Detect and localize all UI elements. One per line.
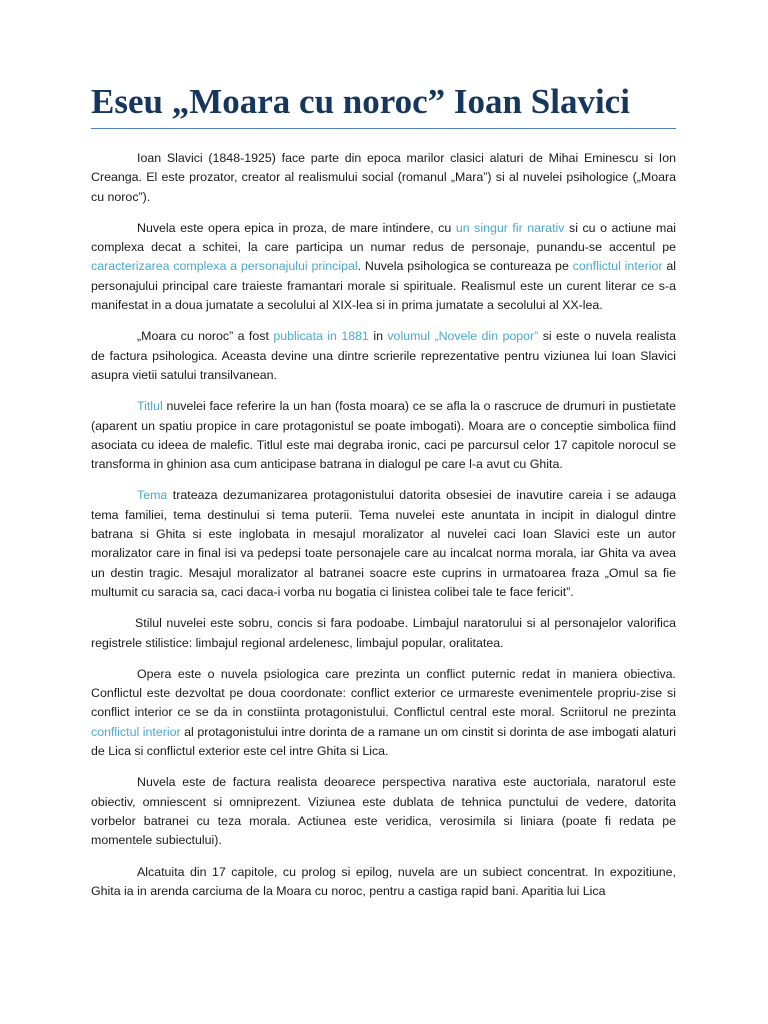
paragraph-text: al protagonistului intre dorinta de a ramane un om cinstit si dorinta de ase imbogati alaturi de Lica si conflictul exterior este cel intre Ghita si Lica. [91,724,676,759]
highlighted-term: Tema [137,488,168,503]
paragraph-text: . Nuvela psihologica se contureaza pe [357,259,573,274]
highlighted-term: volumul „Novele din popor” [387,329,539,344]
highlighted-term: conflictul interior [91,724,181,739]
paragraph-text: Stilul nuvelei este sobru, concis si fara podoabe. Limbajul naratorului si al personajelor valorifica registrele stilistice: limbajul regional ardelenesc, limbajul popular, oralitatea. [91,616,676,650]
paragraph-text: Alcatuita din 17 capitole, cu prolog si epilog, nuvela are un subiect concentrat. In expozitiune, Ghita ia in arenda carciuma de la Moara cu noroc, pentru a castiga rapid bani. Aparitia lui Lica [91,864,676,898]
paragraph [91,863,676,902]
paragraph [91,773,676,850]
paragraph-text: Opera este o nuvela psiologica care prezinta un conflict puternic redat in maniera obiectiva. Conflictul este dezvoltat pe doua coordonate: conflict exterior ce urmareste evenimentele propriu-zise si conflict interior ce se da in constiinta protagonistului. Conflictul central este moral. Scriitorul ne prezinta [91,666,676,720]
paragraph [91,327,676,385]
document-body [91,149,676,901]
paragraph-text: Ioan Slavici (1848-1925) face parte din epoca marilor clasici alaturi de Mihai Eminescu si Ion Creanga. El este prozator, creator al realismului social (romanul „Mara”) si al nuvelei psihologice („Moara cu noroc”). [91,151,676,204]
paragraph [91,397,676,474]
highlighted-term: caracterizarea complexa a personajului principal [91,259,358,274]
highlighted-term: Titlul [137,399,163,414]
paragraph-text: nuvelei face referire la un han (fosta moara) ce se afla la o rascruce de drumuri in pustietate (aparent un spatiu propice in care protagonistul se poate imbogati). Moara are o conceptie simbolica fiind asociata cu ideea de malefic. Titlul este mai degraba ironic, caci pe parcursul celor 17 capitole norocul se transforma in ghinion asa cum anticipase batrana in dialogul pe care l-a avut cu Ghita. [91,399,676,472]
paragraph-text: „Moara cu noroc” a fost [137,329,274,344]
paragraph-text: Nuvela este opera epica in proza, de mare intindere, cu [137,220,456,235]
highlighted-term: un singur fir narativ [455,220,565,235]
highlighted-term: publicata in 1881 [273,329,369,344]
paragraph [91,614,676,653]
paragraph-text: si este o nuvela realista de factura psihologica. Aceasta devine una dintre scrierile reprezentative pentru viziunea lui Ioan Slavici asupra vietii satului transilvanean. [91,329,676,382]
paragraph [91,665,676,761]
highlighted-term: conflictul interior [572,259,663,274]
paragraph-text: al personajului principal care traieste framantari morale si spirituale. Realismul este un curent literar ce s-a manifestat in a doua jumatate a secolului al XIX-lea si in prima jumatate a secolului al XX-lea. [91,259,676,313]
paragraph [91,219,676,315]
paragraph-text: si cu o actiune mai complexa decat a schitei, la care participa un numar redus de personaje, punandu-se accentul pe [91,220,676,255]
document-title: Eseu „Moara cu noroc” Ioan Slavici [91,80,676,129]
paragraph-text: in [368,329,388,344]
paragraph-text: Nuvela este de factura realista deoarece perspectiva narativa este auctoriala, naratorul este obiectiv, omniescent si omniprezent. Viziunea este dublata de tehnica punctului de vedere, datorita vorbelor batranei cu teza morala. Actiunea este veridica, verosimila si liniara (poate fi redata pe momentele subiectului). [91,775,676,848]
paragraph [91,149,676,207]
paragraph-text: trateaza dezumanizarea protagonistului datorita obsesiei de inavutire careia i se adauga tema familiei, tema destinului si tema puterii. Tema nuvelei este anuntata in incipit in dialogul dintre batrana si Ghita si este inglobata in mesajul moralizator al nuvelei caci Ioan Slavici este un autor moralizator care in final isi va pedepsi toate personajele care au incalcat norma morala, iar Ghita va avea un destin tragic. Mesajul moralizator al batranei soacre este cuprins in urmatoarea fraza „Omul sa fie multumit cu saracia sa, caci daca-i vorba nu bogatia ci linistea colibei tale te face fericit”. [91,488,676,599]
paragraph [91,486,676,602]
